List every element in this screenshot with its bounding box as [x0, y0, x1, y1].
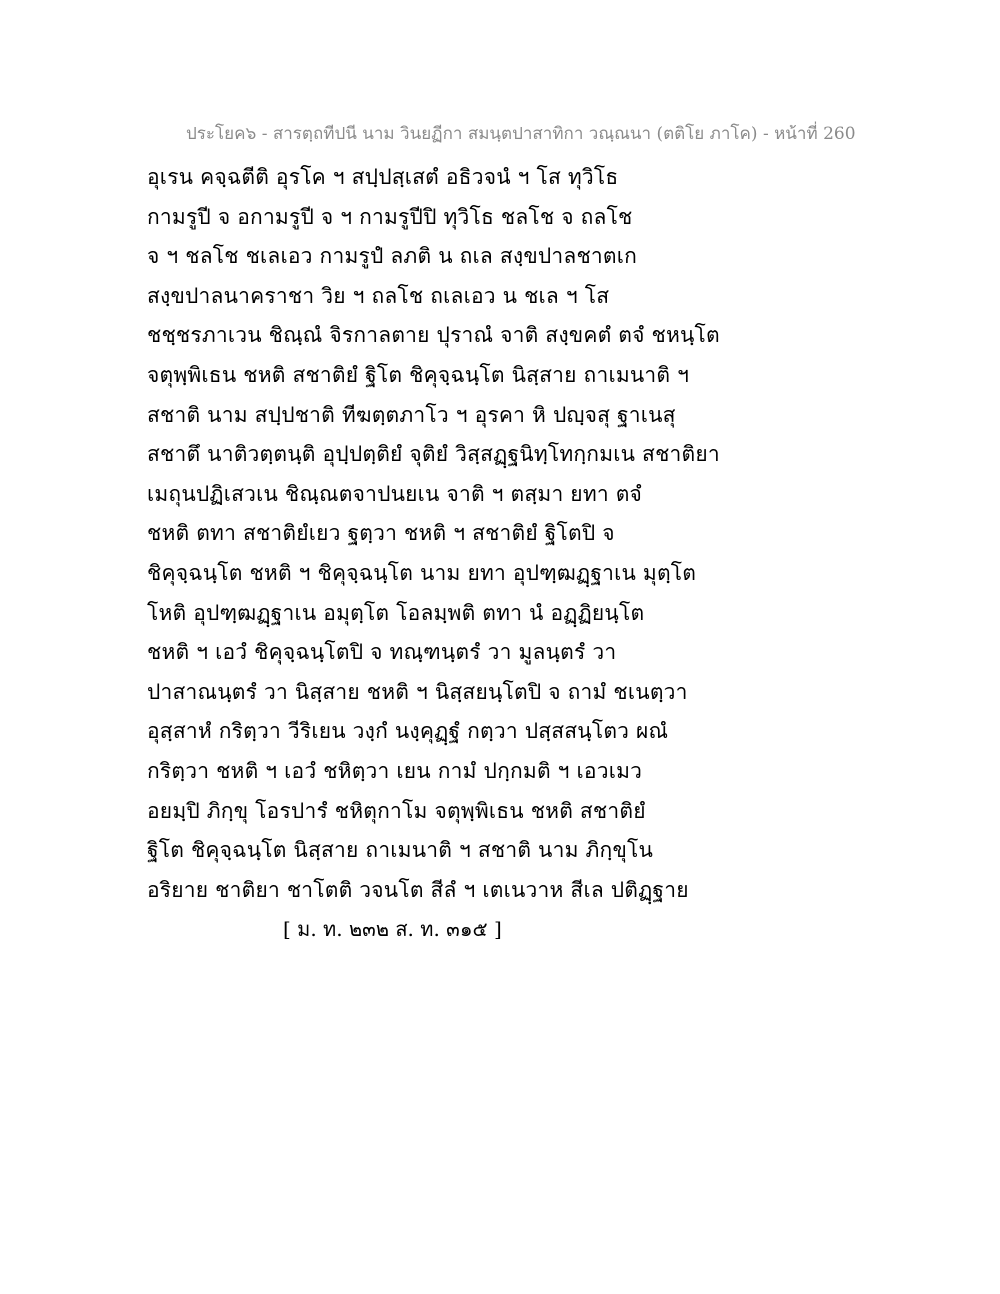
text-line: จ ฯ ชลโช ชเลเอว กามรูปํ ลภติ น ถเล สงฺขปาลชาตเก	[147, 244, 638, 269]
text-line: ชชฺชรภาเวน ชิณฺณํ จิรกาลตาย ปุราณํ จาติ สงฺขคตํ ตจํ ชหนฺโต	[147, 323, 720, 348]
text-line: กามรูปี จ อกามรูปี จ ฯ กามรูปีปิ ทุวิโธ ชลโช จ ถลโช	[147, 204, 633, 229]
text-line: อยมฺปิ ภิกฺขุ โอรปารํ ชหิตุกาโม จตุพฺพิเธน ชหติ สชาติยํ	[147, 798, 646, 823]
text-line: โหติ อุปฑฺฒฏฺฐาเน อมุตฺโต โอลมฺพติ ตทา นํ อฏฺฏิยนฺโต	[147, 600, 645, 625]
body-text	[147, 158, 720, 910]
text-line: ชหติ ตทา สชาติยํเยว ฐตฺวา ชหติ ฯ สชาติยํ ฐิโตปิ จ	[147, 521, 615, 546]
text-line: เมถุนปฏิเสวเน ชิณฺณตจาปนยเน จาติ ฯ ตสฺมา ยทา ตจํ	[147, 481, 643, 506]
source-reference: [ ม. ท. ๒๓๒ ส. ท. ๓๑๕ ]	[283, 917, 502, 941]
text-line: จตุพฺพิเธน ชหติ สชาติยํ ฐิโต ชิคุจฺฉนฺโต นิสฺสาย ถาเมนาติ ฯ	[147, 362, 690, 387]
text-line: สชาติ นาม สปฺปชาติ ทีฆตฺตภาโว ฯ อุรคา หิ ปญฺจสุ ฐาเนสุ	[147, 402, 676, 427]
text-line: สงฺขปาลนาคราชา วิย ฯ ถลโช ถเลเอว น ชเล ฯ โส	[147, 283, 610, 308]
text-line: ฐิโต ชิคุจฺฉนฺโต นิสฺสาย ถาเมนาติ ฯ สชาติ นาม ภิกฺขุโน	[147, 838, 654, 863]
text-line: อริยาย ชาติยา ชาโตติ วจนโต สีลํ ฯ เตเนวาห สีเล ปติฏฺฐาย	[147, 877, 689, 902]
text-line: ปาสาณนฺตรํ วา นิสฺสาย ชหติ ฯ นิสฺสยนฺโตปิ จ ถามํ ชเนตฺวา	[147, 679, 688, 704]
text-line: กริตฺวา ชหติ ฯ เอวํ ชหิตฺวา เยน กามํ ปกฺกมติ ฯ เอวเมว	[147, 758, 643, 783]
running-header: ประโยค๖ - สารตฺถทีปนี นาม วินยฏีกา สมนฺตปาสาทิกา วณฺณนา (ตติโย ภาโค) - หน้าที่ 260	[186, 124, 856, 144]
text-line: สชาตึ นาติวตฺตนฺติ อุปฺปตฺติยํ จุติยํ วิสฺสฏฺฐนิทฺโทกฺกมเน สชาติยา	[147, 442, 720, 467]
text-line: อุสฺสาหํ กริตฺวา วีริเยน วงฺกํ นงฺคุฏฺฐํ กตฺวา ปสฺสสนฺโตว ผณํ	[147, 719, 669, 744]
text-line: ชิคุจฺฉนฺโต ชหติ ฯ ชิคุจฺฉนฺโต นาม ยทา อุปฑฺฒฏฺฐาเน มุตฺโต	[147, 560, 697, 585]
text-line: ชหติ ฯ เอวํ ชิคุจฺฉนฺโตปิ จ ทณฺฑนฺตรํ วา มูลนฺตรํ วา	[147, 640, 617, 665]
text-line: อุเรน คจฺฉตีติ อุรโค ฯ สปฺปสฺเสตํ อธิวจนํ ฯ โส ทุวิโธ	[147, 165, 619, 189]
